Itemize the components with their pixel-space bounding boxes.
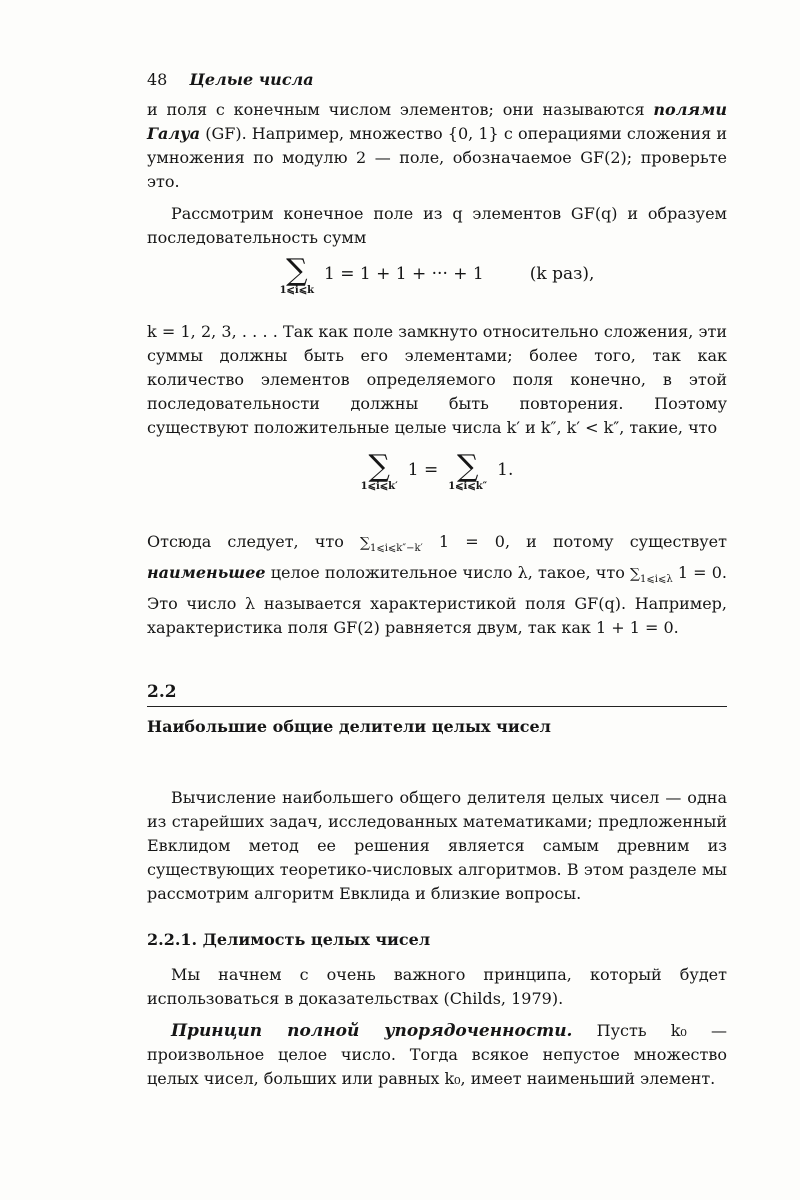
principle-title: Принцип полной упорядоченности. [171, 1021, 573, 1042]
summation-symbol: ∑ 1⩽i⩽k″ [448, 449, 488, 492]
paragraph-gcd-intro: Вычисление наибольшего общего делителя целых чисел — одна из старейших задач, исследованных математиками; предложенный Евклидом метод ее решения является самым древним из существующих теоретико-числовых алгоритмов. В этом разделе мы рассмотрим алгоритм Евклида и близкие вопросы. [147, 788, 727, 904]
paragraph-characteristic: Отсюда следует, что $\sum_{1⩽i⩽k''-k'}$ 1 = 0, и потому существует наименьшее целое положительное число λ, такое, что $\sum_{1⩽i⩽\lambda}$ 1 = 0. Это число λ называется характеристикой поля GF(q). Например, характеристика поля GF(2) равняется двум, так как 1 + 1 = 0. [147, 532, 728, 638]
paragraph-repetitions: k = 1, 2, 3, . . . . Так как поле замкнуто относительно сложения, эти суммы должны быть его элементами; более того, так как количество элементов определяемого поля конечно, в этой последовательности должны быть повторения. Поэтому существуют положительные целые числа k′ и k″, k′ < k″, такие, что [147, 322, 727, 437]
formula-equal-sums: ∑ 1⩽i⩽k′ 1 = ∑ 1⩽i⩽k″ 1. [360, 449, 514, 492]
section-number: 2.2 [147, 682, 177, 703]
term-smallest: наименьшее [147, 563, 266, 583]
paragraph-principle-intro: Мы начнем с очень важного принципа, который будет использоваться в доказательствах (Childs, 1979). [147, 965, 727, 1009]
subsection-heading: 2.2.1. Делимость целых чисел [147, 930, 431, 950]
section-rule [147, 706, 727, 707]
formula-sum-k: ∑ 1⩽i⩽k 1 = 1 + 1 + ··· + 1 (k раз), [279, 253, 595, 296]
summation-symbol: ∑ 1⩽i⩽k [279, 253, 315, 296]
book-page [147, 70, 727, 1091]
paragraph-galois-fields: и поля с конечным числом элементов; они называются полями Галуа (GF). Например, множество {0, 1} с операциями сложения и умножения по модулю 2 — поле, обозначаемое GF(2); проверьте это. [147, 100, 727, 191]
page-header [147, 70, 727, 98]
paragraph-sum-sequence: Рассмотрим конечное поле из q элементов GF(q) и образуем последовательность сумм [147, 204, 727, 247]
term-galois-fields: полями Галуа [147, 100, 727, 143]
page-number: 48 [147, 70, 168, 89]
running-title: Целые числа [189, 70, 314, 89]
summation-symbol: ∑ 1⩽i⩽k′ [360, 449, 398, 492]
section-title: Наибольшие общие делители целых чисел [147, 717, 551, 737]
paragraph-well-ordering: Принцип полной упорядоченности. Пусть k₀ — произвольное целое число. Тогда всякое непустое множество целых чисел, больших или равных k₀, имеет наименьший элемент. [147, 1021, 727, 1089]
